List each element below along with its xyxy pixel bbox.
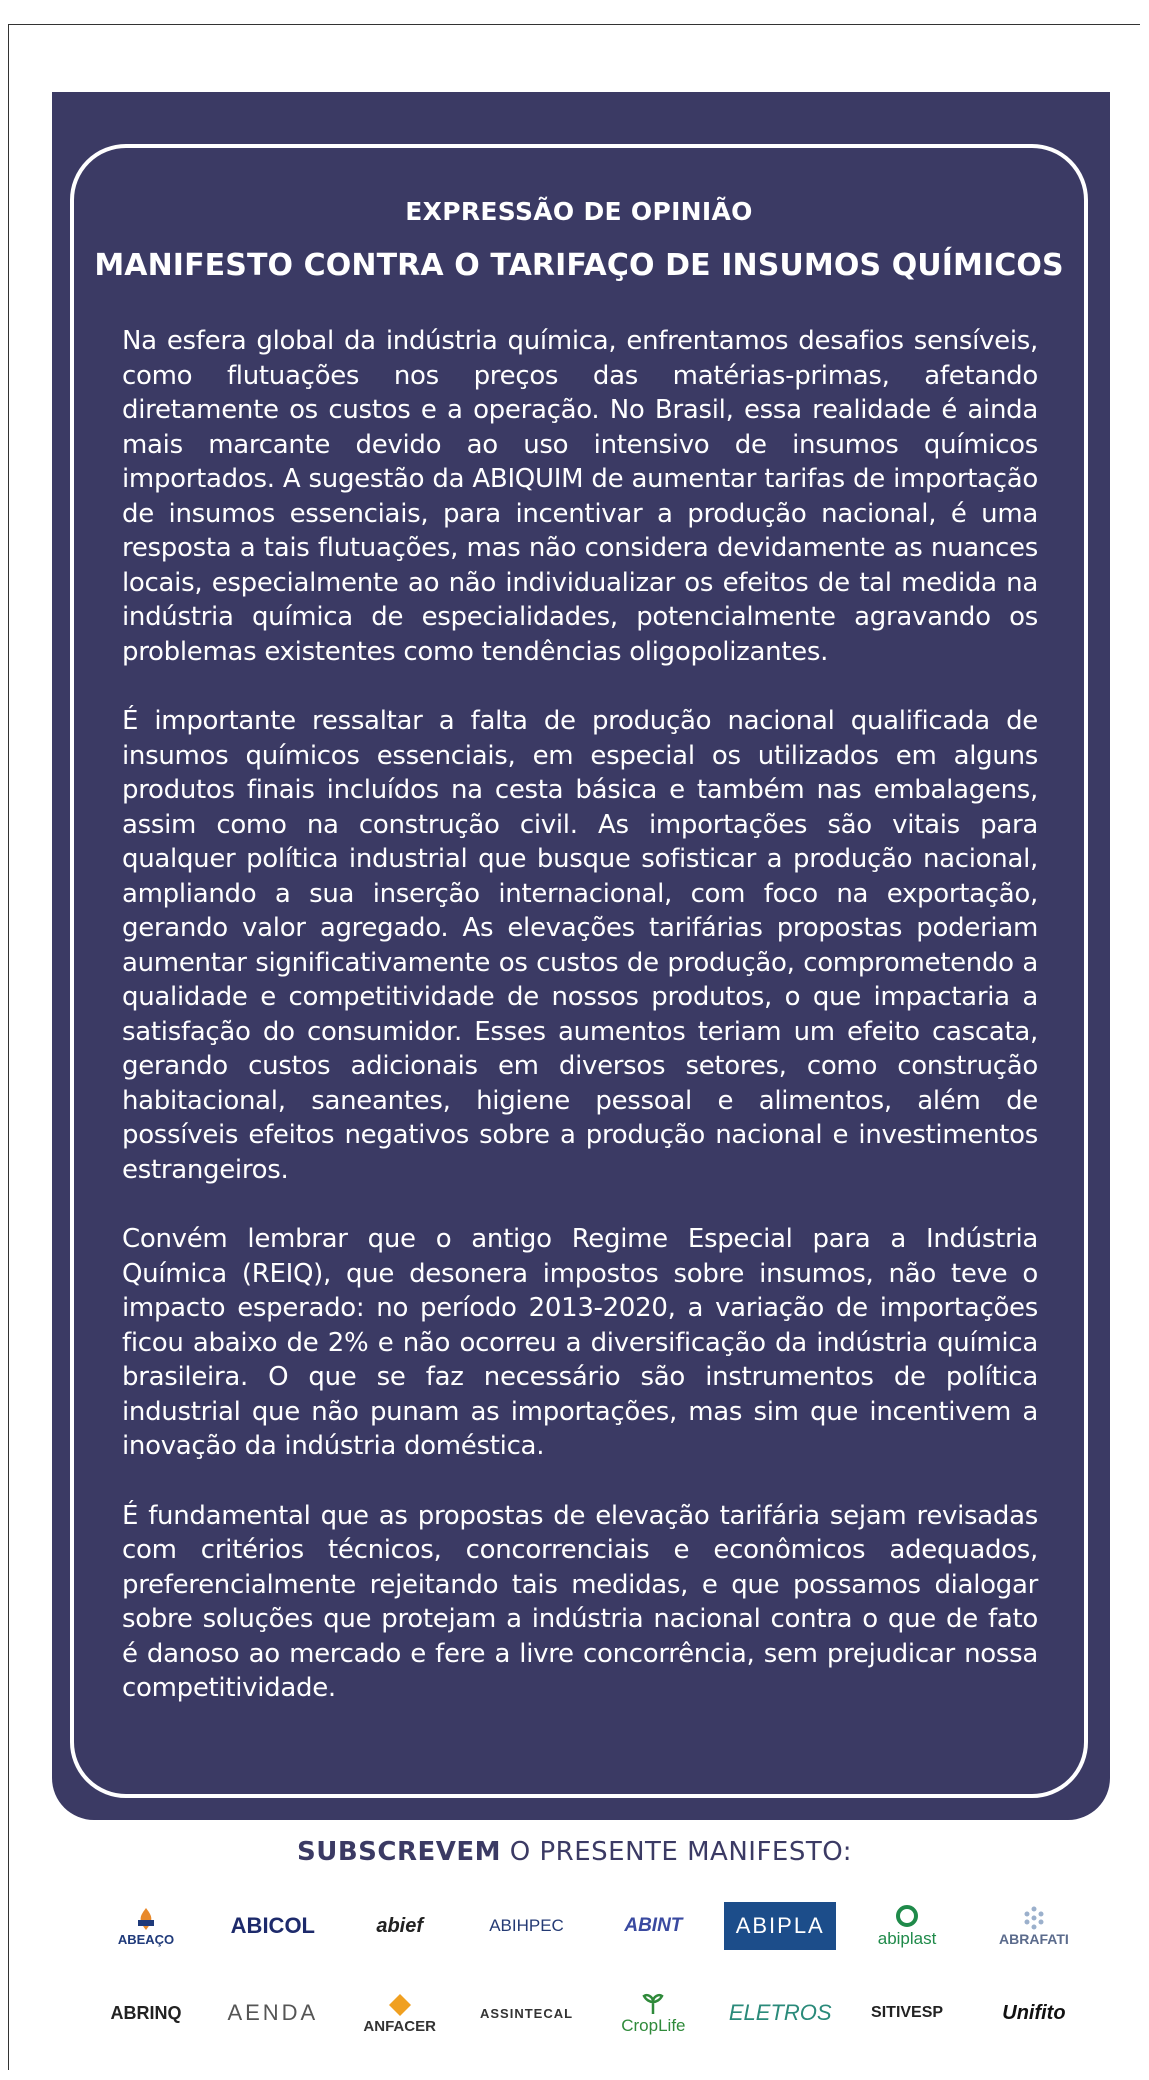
logo-label: ABICOL [230, 1913, 315, 1938]
abeaco-flame-icon [133, 1906, 159, 1932]
manifesto-panel [52, 92, 1110, 1820]
paragraph-2: É importante ressaltar a falta de produção nacional qualificada de insumos químicos essenciais, em especial os utilizados em alguns produtos finais incluídos na cesta básica e também nas embalagens, assim como na construção civil. As importações são vitais para qualquer política industrial que busque sofisticar a produção nacional, ampliando a sua inserção internacional, com foco na exportação, gerando valor agregado. As elevações tarifárias propostas poderiam aumentar significativamente os custos de produção, comprometendo a qualidade e competitividade de nossos produtos, o que impactaria a satisfação do consumidor. Esses aumentos teriam um efeito cascata, gerando custos adicionais em diversos setores, como construção habitacional, saneantes, higiene pessoal e alimentos, além de possíveis efeitos negativos sobre a produção nacional e investimentos estrangeiros. [122, 706, 1038, 1185]
abiplast-ring-icon [894, 1903, 920, 1929]
logos-row-2 [90, 1985, 1090, 2041]
logo-label: ASSINTECAL [480, 2005, 574, 2021]
paragraph-4: É fundamental que as propostas de elevação tarifária sejam revisadas com critérios técnicos, concorrenciais e econômicos adequados, preferencialmente rejeitando tais medidas, e que possamos dialogar sobre soluções que protejam a indústria nacional contra o que de fato é danoso ao mercado e fere a livre concorrência, sem prejudicar nossa competitividade. [122, 1500, 1038, 1703]
logo-label: ABRAFATI [999, 1931, 1069, 1947]
logo-label: ELETROS [728, 2000, 832, 2025]
logos-row-1 [90, 1895, 1090, 1957]
manifesto-body [122, 324, 1038, 1741]
signatories-heading-rest: O PRESENTE MANIFESTO: [501, 1837, 852, 1867]
logo-abihpec [471, 1901, 583, 1951]
logo-label: Unifito [1002, 2001, 1066, 2024]
logo-aenda [217, 1988, 329, 2038]
logo-label: ABINT [624, 1915, 683, 1936]
logo-croplife [597, 1988, 709, 2038]
signatories-heading-bold: SUBSCREVEM [297, 1837, 501, 1867]
logo-assintecal [471, 1988, 583, 2038]
manifesto-border [70, 144, 1088, 1798]
logo-label: CropLife [621, 2016, 686, 2035]
logo-unifito [978, 1988, 1090, 2038]
logo-abeaco [90, 1901, 202, 1951]
logo-label: ABIHPEC [489, 1916, 564, 1935]
croplife-sprout-icon [640, 1990, 666, 2016]
logo-anfacer [344, 1988, 456, 2038]
abrafati-dots-icon [1021, 1905, 1047, 1931]
logo-abiplast [851, 1901, 963, 1951]
logo-sitivesp [851, 1988, 963, 2038]
logo-label: SITIVESP [871, 2004, 944, 2021]
logo-label: ABRINQ [110, 2002, 182, 2023]
logo-label: ANFACER [363, 2017, 436, 2035]
section-kicker: EXPRESSÃO DE OPINIÃO [405, 197, 753, 226]
logo-abrinq [90, 1988, 202, 2038]
logo-label: ABIPLA [735, 1913, 825, 1938]
paragraph-1: Na esfera global da indústria química, enfrentamos desafios sensíveis, como flutuações nos preços das matérias-primas, afetando diretamente os custos e a operação. No Brasil, essa realidade é ainda mais marcante devido ao uso intensivo de insumos químicos importados. A sugestão da ABIQUIM de aumentar tarifas de importação de insumos essenciais, para incentivar a produção nacional, é uma resposta a tais flutuações, mas não considera devidamente as nuances locais, especialmente ao não individualizar os efeitos de tal medida na indústria química de especialidades, potencialmente agravando os problemas existentes como tendências oligopolizantes. [122, 326, 1038, 667]
paragraph-3: Convém lembrar que o antigo Regime Especial para a Indústria Química (REIQ), que desonera impostos sobre insumos, não teve o impacto esperado: no período 2013-2020, a variação de importações ficou abaixo de 2% e não ocorreu a diversificação da indústria química brasileira. O que se faz necessário são instrumentos de política industrial que não punam as importações, mas sim que incentivem a inovação da indústria doméstica. [122, 1224, 1038, 1461]
logo-label: ABEAÇO [117, 1931, 175, 1947]
logo-abief [344, 1901, 456, 1951]
logo-label: abiplast [877, 1929, 937, 1948]
logo-abint [597, 1901, 709, 1951]
manifesto-title: MANIFESTO CONTRA O TARIFAÇO DE INSUMOS QUÍMICOS [94, 248, 1064, 283]
anfacer-diamond-icon [387, 1992, 413, 2018]
logo-eletros [724, 1988, 836, 2038]
logo-abicol [217, 1901, 329, 1951]
logo-label: abief [376, 1914, 424, 1937]
signatories-heading [0, 1837, 1149, 1867]
logo-abrafati [978, 1901, 1090, 1951]
logo-abipla [724, 1902, 836, 1950]
logo-label: AENDA [227, 2000, 319, 2025]
